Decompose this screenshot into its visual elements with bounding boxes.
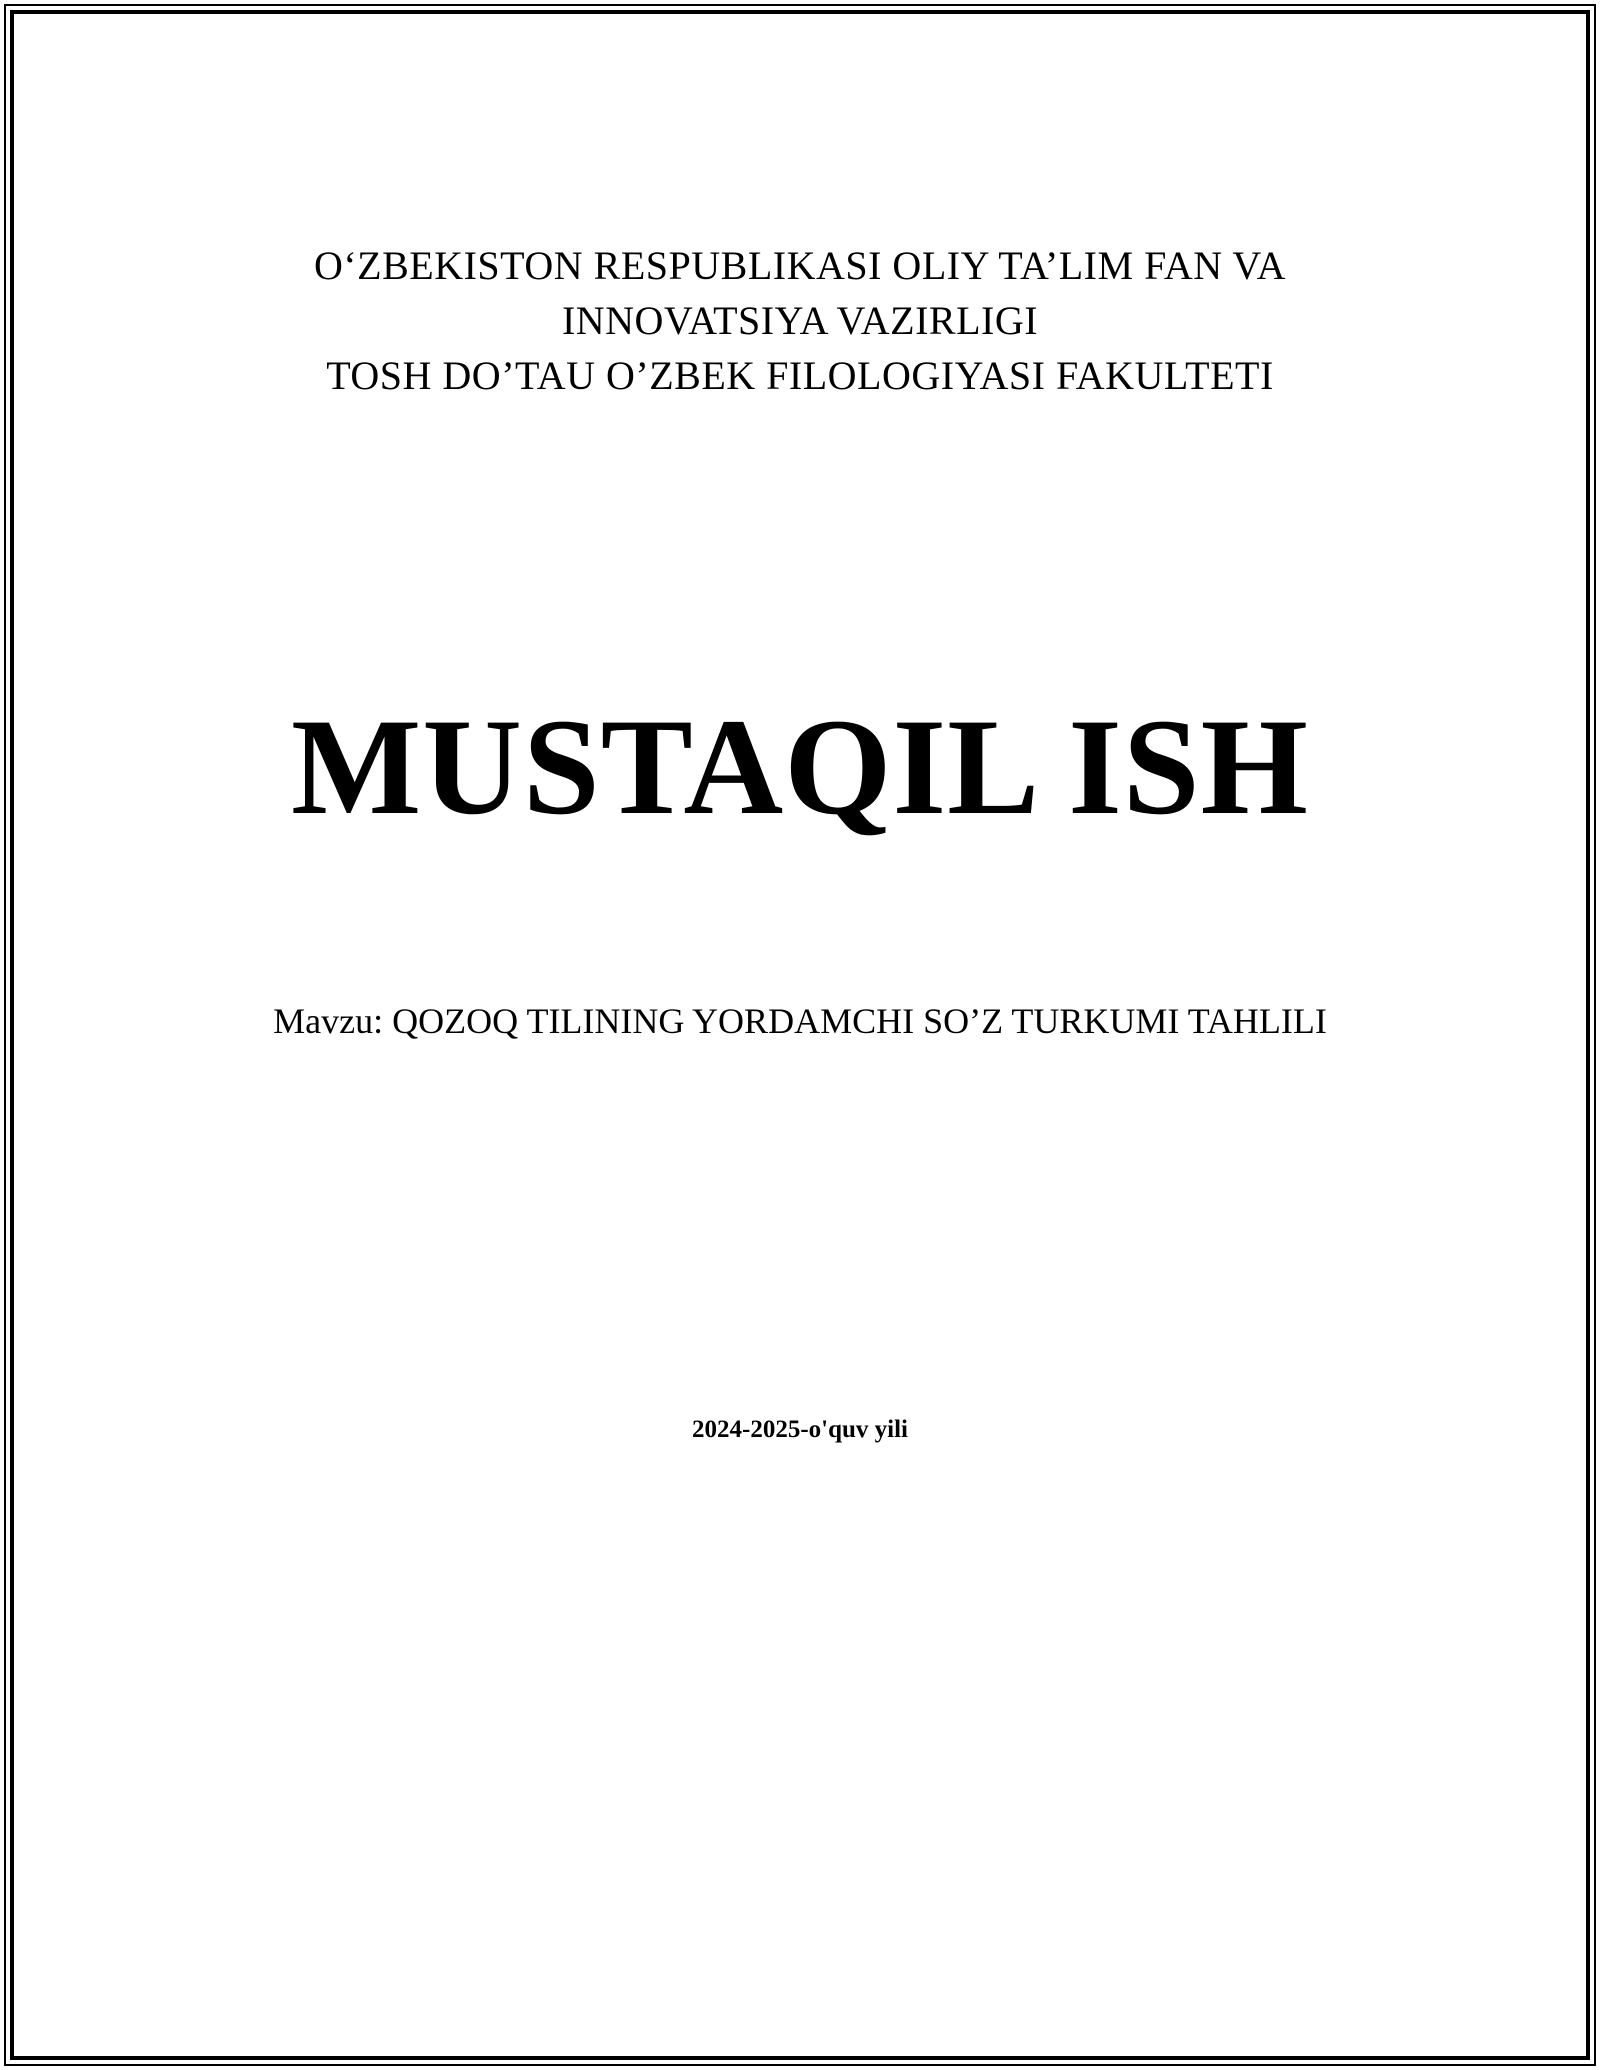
topic-line: Mavzu: QOZOQ TILINING YORDAMCHI SO’Z TURKUMI TAHLILI [273, 1001, 1327, 1041]
institution-header-line-1: O‘ZBEKISTON RESPUBLIKASI OLIY TA’LIM FAN VA [313, 243, 1287, 288]
document-title: MUSTAQIL ISH [291, 690, 1309, 843]
institution-header-line-3: TOSH DO’TAU O’ZBEK FILOLOGIYASI FAKULTETI [326, 353, 1274, 398]
institution-header [40, 238, 1560, 403]
institution-header-line-2: INNOVATSIYA VAZIRLIGI [561, 298, 1039, 343]
academic-year: 2024-2025-o'quv yili [692, 1416, 908, 1443]
